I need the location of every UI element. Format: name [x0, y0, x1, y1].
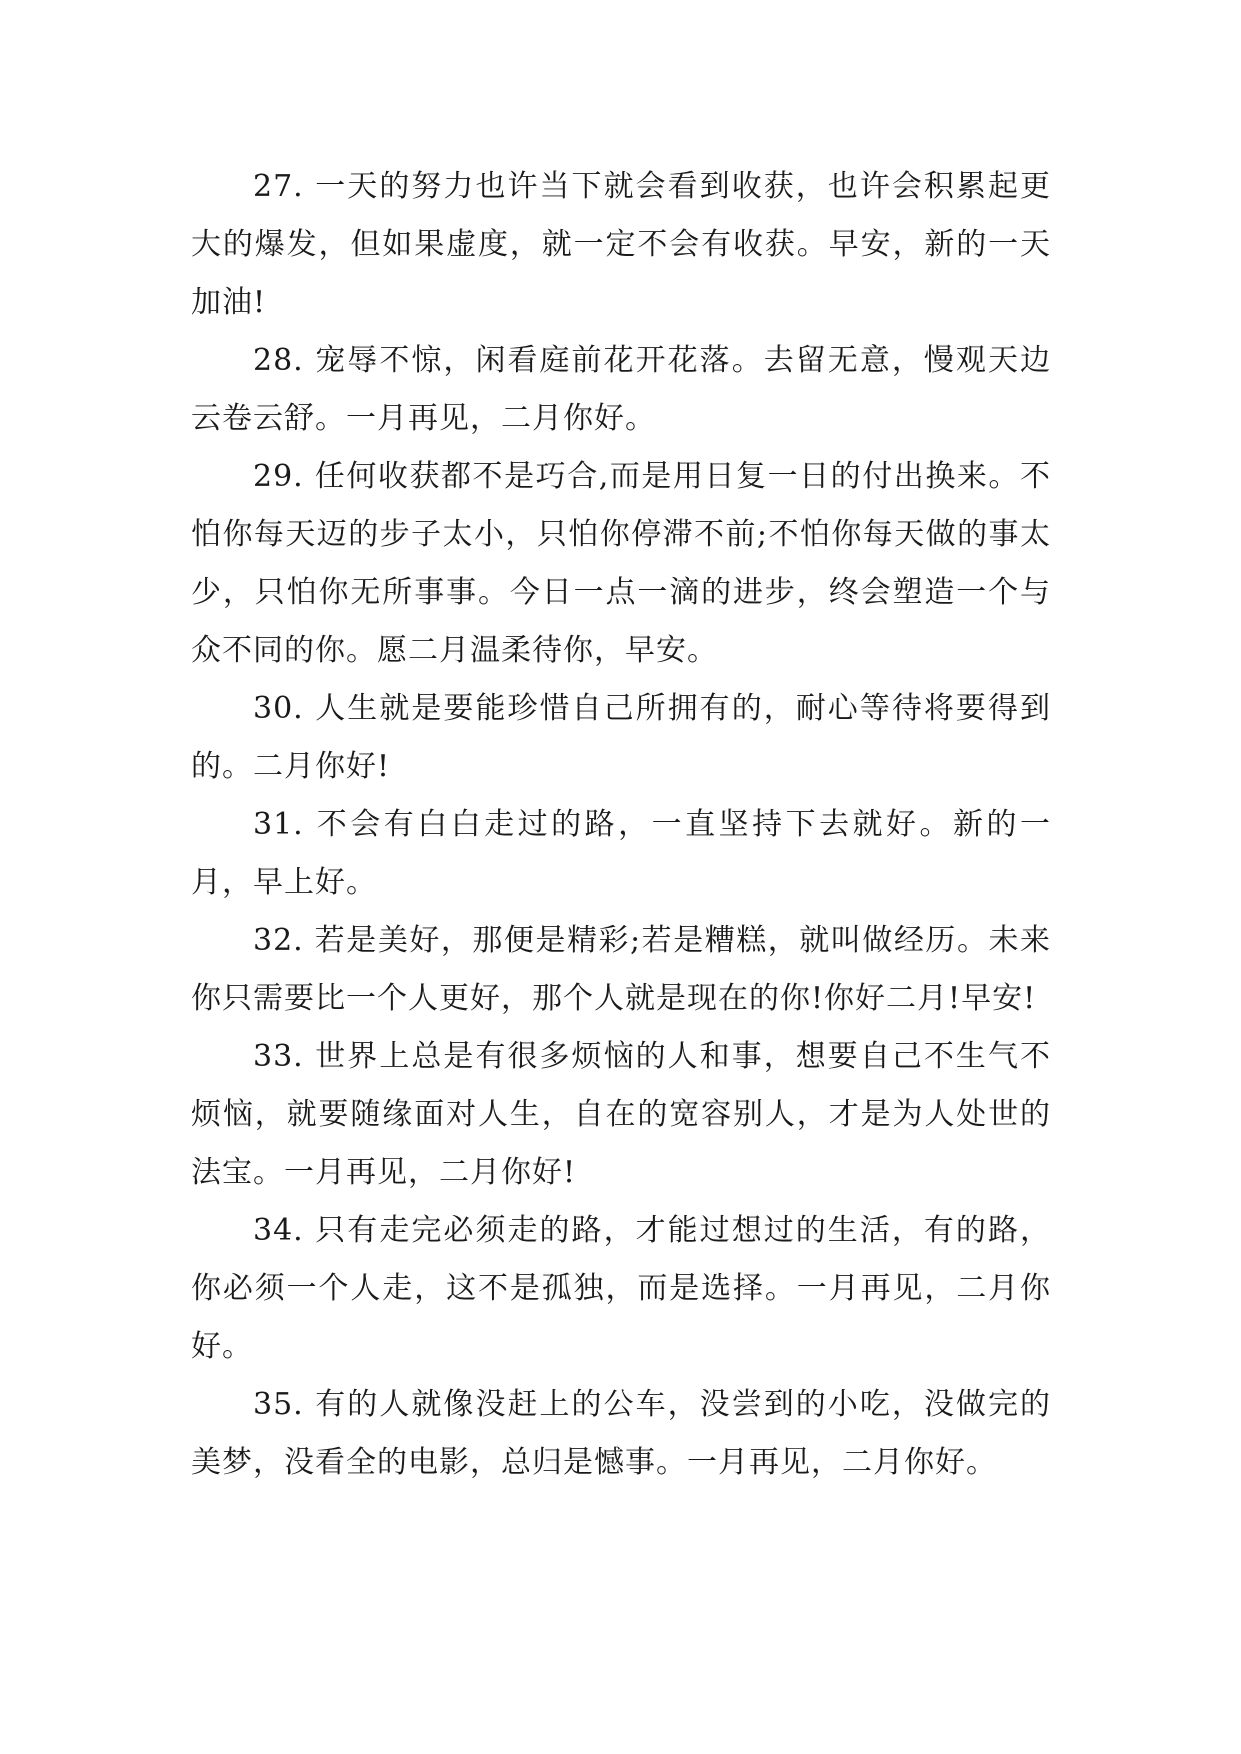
paragraph-29: 29. 任何收获都不是巧合,而是用日复一日的付出换来。不怕你每天迈的步子太小，只怕你停滞不前;不怕你每天做的事太少，只怕你无所事事。今日一点一滴的进步，终会塑造一个与众不同的你。愿二月温柔待你，早安。 — [191, 459, 1051, 668]
paragraph-31: 31. 不会有白白走过的路，一直坚持下去就好。新的一月，早上好。 — [191, 807, 1051, 900]
paragraph-32: 32. 若是美好，那便是精彩;若是糟糕，就叫做经历。未来你只需要比一个人更好，那个人就是现在的你!你好二月!早安! — [191, 923, 1051, 1016]
paragraph-27: 27. 一天的努力也许当下就会看到收获，也许会积累起更大的爆发，但如果虚度，就一定不会有收获。早安，新的一天加油! — [191, 169, 1051, 320]
paragraph-34: 34. 只有走完必须走的路，才能过想过的生活，有的路，你必须一个人走，这不是孤独，而是选择。一月再见，二月你好。 — [191, 1213, 1051, 1364]
paragraph-33: 33. 世界上总是有很多烦恼的人和事，想要自己不生气不烦恼，就要随缘面对人生，自在的宽容别人，才是为人处世的法宝。一月再见，二月你好! — [191, 1039, 1051, 1190]
document-body — [191, 158, 1051, 1492]
paragraph-30: 30. 人生就是要能珍惜自己所拥有的，耐心等待将要得到的。二月你好! — [191, 691, 1051, 784]
paragraph-35: 35. 有的人就像没赶上的公车，没尝到的小吃，没做完的美梦，没看全的电影，总归是憾事。一月再见，二月你好。 — [191, 1387, 1051, 1480]
paragraph-28: 28. 宠辱不惊，闲看庭前花开花落。去留无意，慢观天边云卷云舒。一月再见，二月你好。 — [191, 343, 1051, 436]
